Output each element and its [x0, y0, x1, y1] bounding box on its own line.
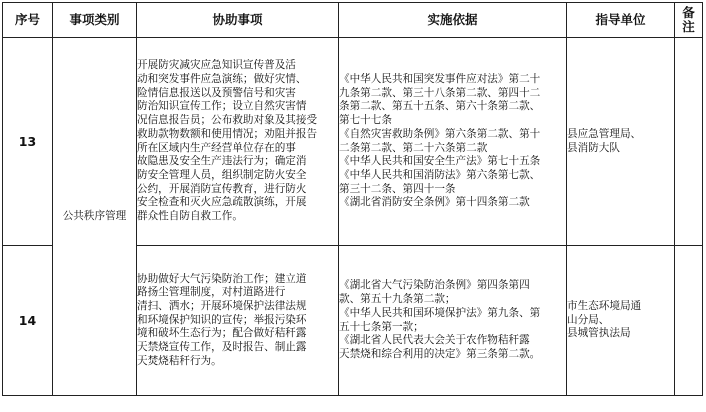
- row-basis: [339, 246, 567, 396]
- task-line: 防安全管理人员，组织制定防火安全: [137, 168, 307, 181]
- table-row: [3, 38, 703, 246]
- unit-line: 县城管执法局: [567, 327, 631, 340]
- row-unit: [567, 38, 675, 246]
- task-line: 和环境保护知识的宣传；举报污染环: [137, 313, 307, 326]
- task-line: 安全检查和灭火应急疏散演练，开展: [137, 196, 307, 209]
- header-note-text: 备注: [682, 5, 695, 34]
- task-line: 况信息报告员；公布救助对象及其接受: [137, 114, 318, 127]
- header-seq: 序号: [3, 3, 53, 38]
- unit-line: 山分局、: [567, 313, 610, 326]
- row-tasks: [137, 246, 339, 396]
- basis-line: 《中华人民共和国突发事件应对法》第二十: [339, 72, 541, 85]
- task-line: 险情信息报送以及预警信号和灾害: [137, 86, 296, 99]
- unit-line: 县应急管理局、: [567, 127, 642, 140]
- unit-line: 市生态环境局通: [567, 299, 642, 312]
- basis-line: 《湖北省消防安全条例》第十四条第二款: [339, 196, 530, 209]
- task-line: 开展防灾减灾应急知识宣传普及活: [137, 59, 296, 72]
- row-unit: [567, 246, 675, 396]
- basis-line: 九条第二款、第三十八条第二款、第四十二: [339, 86, 541, 99]
- row-basis: [339, 38, 567, 246]
- basis-line: 第七十七条: [339, 114, 392, 127]
- basis-line: 二条第二款、第二十六条第二款: [339, 141, 488, 154]
- header-note: [675, 3, 703, 38]
- basis-line: 五十七条第一款；: [339, 320, 424, 333]
- task-line: 动和突发事件应急演练；做好灾情、: [137, 72, 307, 85]
- basis-line: 《中华人民共和国安全生产法》第七十五条: [339, 155, 541, 168]
- task-line: 公约，开展消防宣传教育，进行防火: [137, 182, 307, 195]
- task-line: 协助做好大气污染防治工作；建立道: [137, 272, 307, 285]
- task-line: 故隐患及安全生产违法行为；确定消: [137, 155, 307, 168]
- task-line: 路扬尘管理制度，对村道路进行: [137, 286, 286, 299]
- header-tasks: 协助事项: [137, 3, 339, 38]
- header-row: [3, 3, 703, 38]
- basis-line: 《中华人民共和国环境保护法》第九条、第: [339, 306, 541, 319]
- task-line: 境和破坏生态行为；配合做好秸秆露: [137, 327, 307, 340]
- basis-line: 《湖北省人民代表大会关于农作物秸秆露: [339, 334, 530, 347]
- basis-line: 《中华人民共和国消防法》第六条第七款、: [339, 168, 541, 181]
- row-note: [675, 246, 703, 396]
- row-seq: 14: [3, 246, 53, 396]
- task-line: 天禁烧宣传工作，及时报告、制止露: [137, 341, 307, 354]
- task-line: 清扫、洒水；开展环境保护法律法规: [137, 299, 307, 312]
- task-line: 天焚烧秸秆行为。: [137, 354, 222, 367]
- task-line: 所在区域内生产经营单位存在的事: [137, 141, 296, 154]
- row-tasks: [137, 38, 339, 246]
- row-note: [675, 38, 703, 246]
- row-seq: 13: [3, 38, 53, 246]
- basis-line: 《自然灾害救助条例》第六条第二款、第十: [339, 127, 541, 140]
- basis-line: 第三十二条、第四十一条: [339, 182, 456, 195]
- header-basis: 实施依据: [339, 3, 567, 38]
- task-line: 救助款物数额和使用情况；劝阻并报告: [137, 127, 318, 140]
- basis-line: 天禁烧和综合利用的决定》第三条第二款。: [339, 347, 541, 360]
- header-unit: 指导单位: [567, 3, 675, 38]
- row-category: 公共秩序管理: [53, 38, 137, 396]
- header-category: 事项类别: [53, 3, 137, 38]
- basis-line: 款、第五十九条第二款；: [339, 293, 456, 306]
- task-line: 群众性自防自救工作。: [137, 210, 243, 223]
- task-line: 防治知识宣传工作；设立自然灾害情: [137, 100, 307, 113]
- basis-line: 条第二款、第五十五条、第六十条第二款、: [339, 100, 541, 113]
- basis-line: 《湖北省大气污染防治条例》第四条第四: [339, 279, 530, 292]
- unit-line: 县消防大队: [567, 141, 620, 154]
- duty-table: [2, 2, 703, 396]
